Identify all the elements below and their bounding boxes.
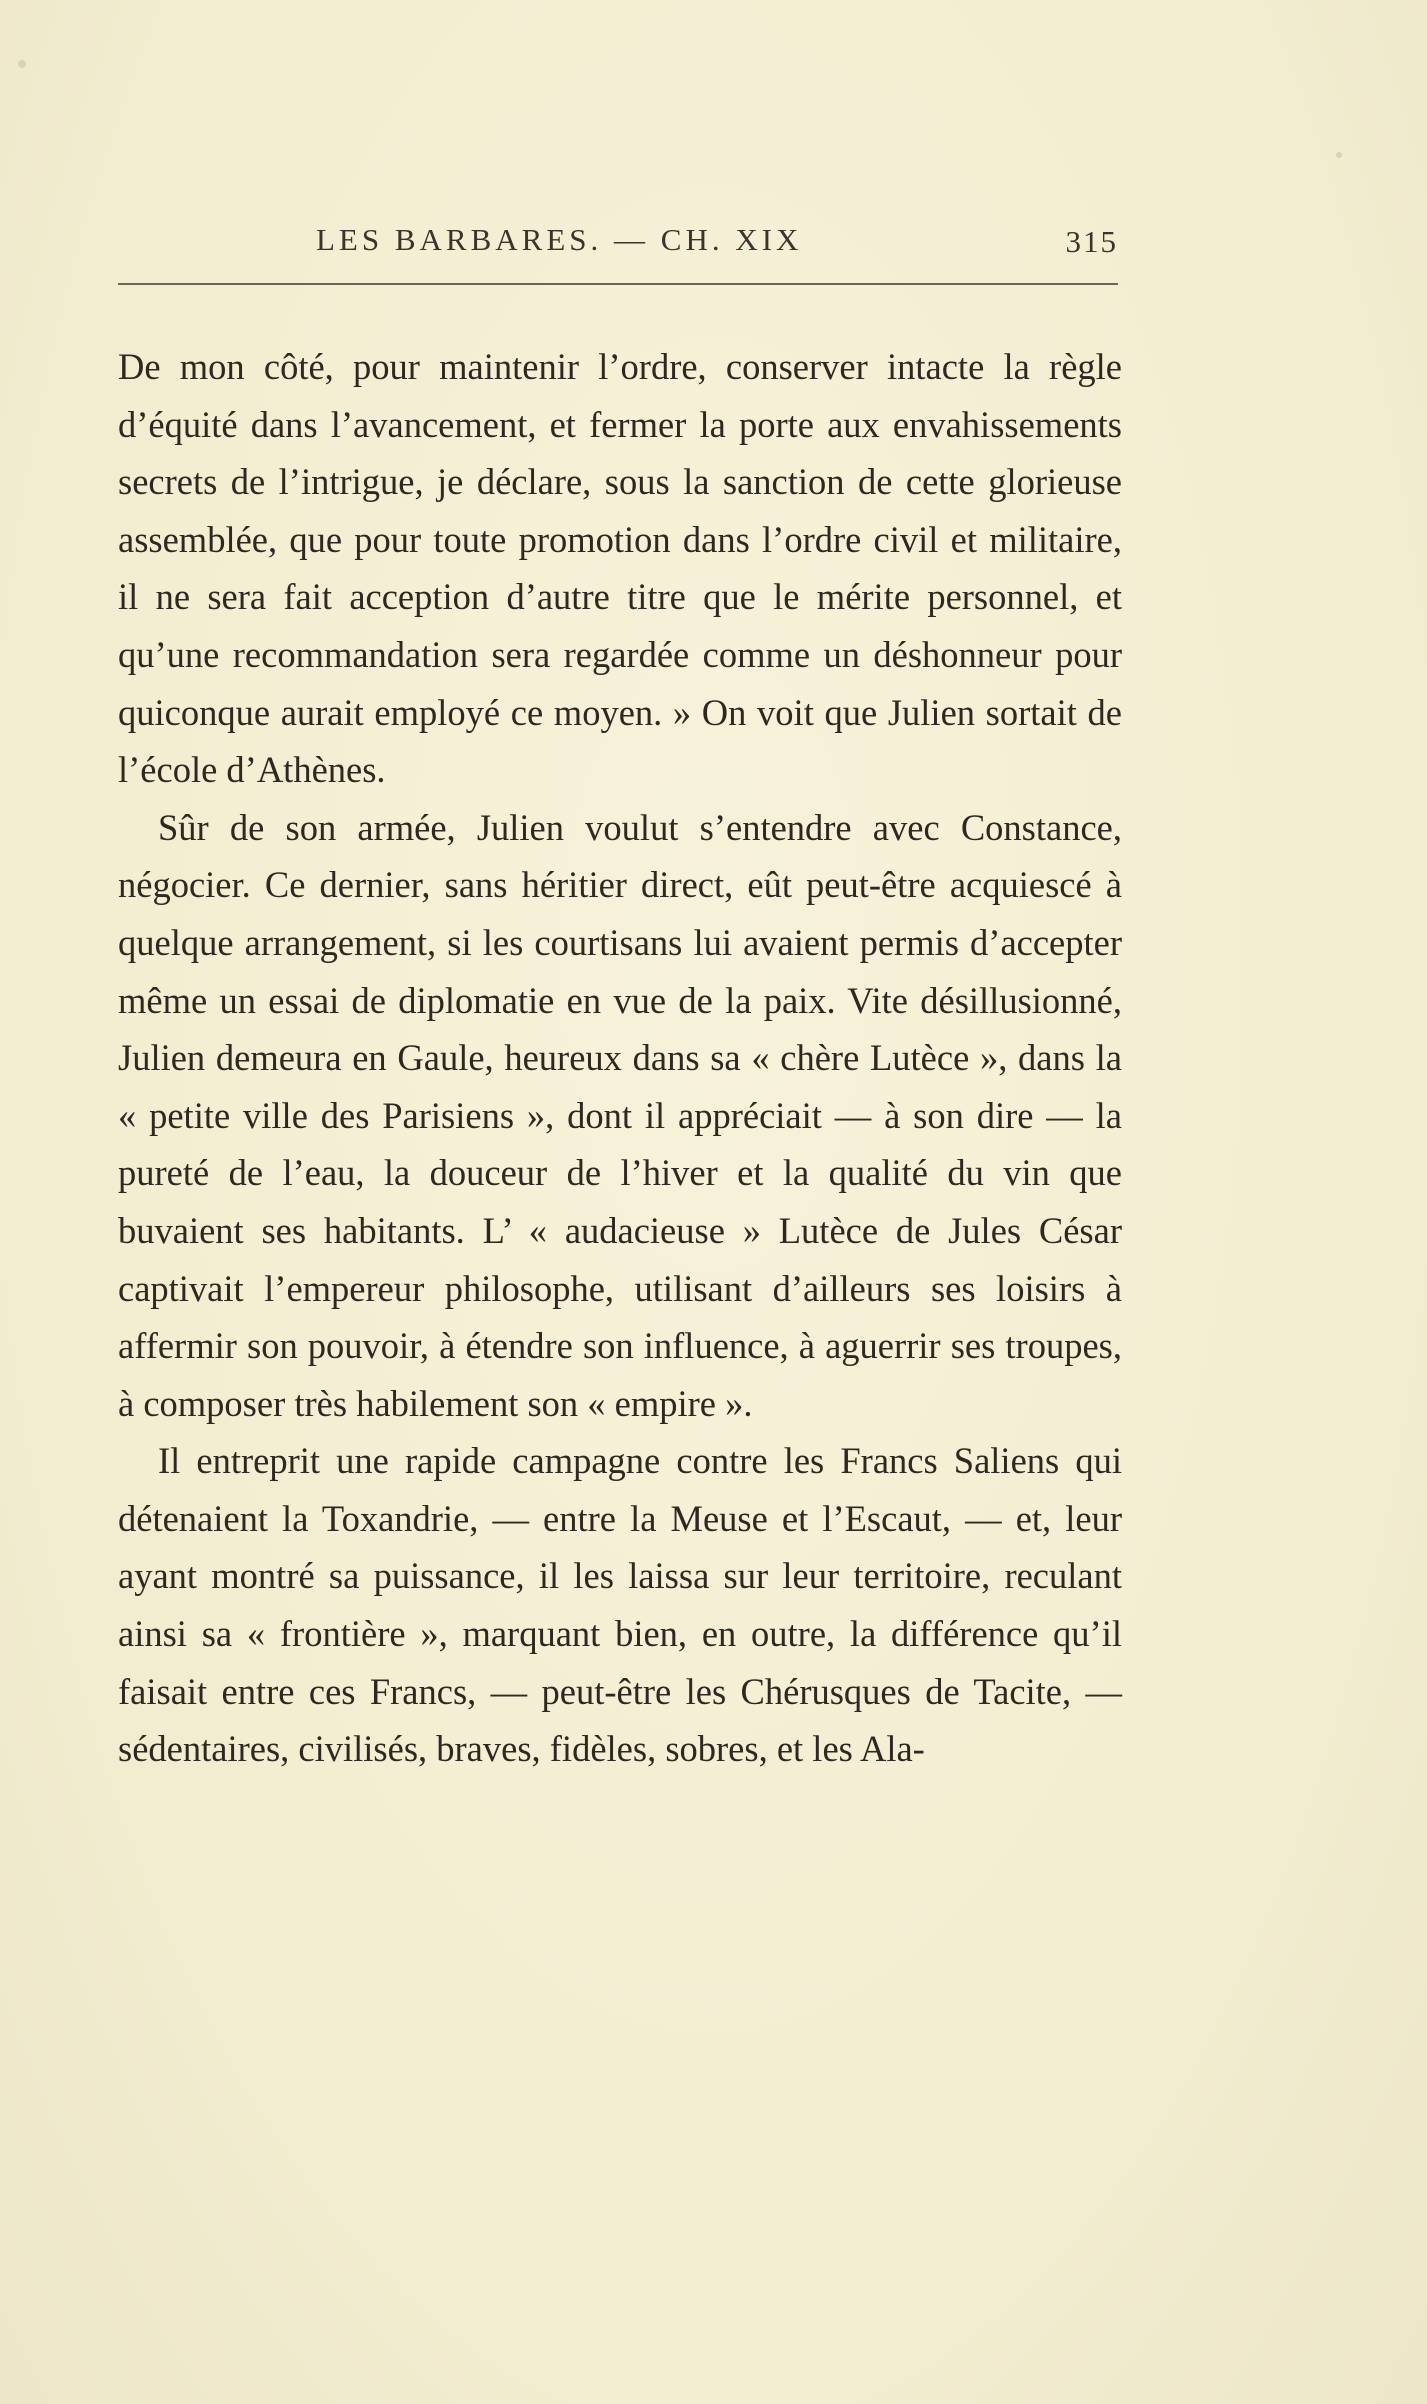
paper-speck	[18, 60, 26, 68]
paragraph: De mon côté, pour maintenir l’ordre, conserver intacte la règle d’équité dans l’avancement, et fermer la porte aux envahissements secrets de l’intrigue, je déclare, sous la sanction de cette glorieuse assemblée, que pour toute promotion dans l’ordre civil et militaire, il ne sera fait acception d’autre titre que le mérite personnel, et qu’une recommandation sera regardée comme un déshonneur pour quiconque aurait employé ce moyen. » On voit que Julien sortait de l’école d’Athènes.	[118, 346, 1122, 791]
running-head: LES BARBARES. — CH. XIX	[316, 222, 803, 257]
header-rule	[118, 283, 1118, 285]
page-number: 315	[1065, 224, 1118, 259]
paragraph: Il entreprit une rapide campagne contre les Francs Saliens qui détenaient la Toxandrie, — entre la Meuse et l’Escaut, — et, leur ayant montré sa puissance, il les laissa sur leur territoire, reculant ainsi sa « frontière », marquant bien, en outre, la différence qu’il faisait entre ces Francs, — peut-être les Chérusques de Tacite, — sédentaires, civilisés, braves, fidèles, sobres, et les Ala-	[118, 1440, 1122, 1770]
body-text	[118, 338, 1122, 1778]
page-header	[118, 222, 1118, 262]
paragraph: Sûr de son armée, Julien voulut s’entendre avec Constance, négocier. Ce dernier, sans héritier direct, eût peut-être acquiescé à quelque arrangement, si les courtisans lui avaient permis d’accepter même un essai de diplomatie en vue de la paix. Vite désillusionné, Julien demeura en Gaule, heureux dans sa « chère Lutèce », dans la « petite ville des Parisiens », dont il appréciait — à son dire — la pureté de l’eau, la douceur de l’hiver et la qualité du vin que buvaient ses habitants. L’ « audacieuse » Lutèce de Jules César captivait l’empereur philosophe, utilisant d’ailleurs ses loisirs à affermir son pouvoir, à étendre son influence, à aguerrir ses troupes, à composer très habilement son « empire ».	[118, 806, 1122, 1424]
paper-speck	[1336, 152, 1342, 158]
